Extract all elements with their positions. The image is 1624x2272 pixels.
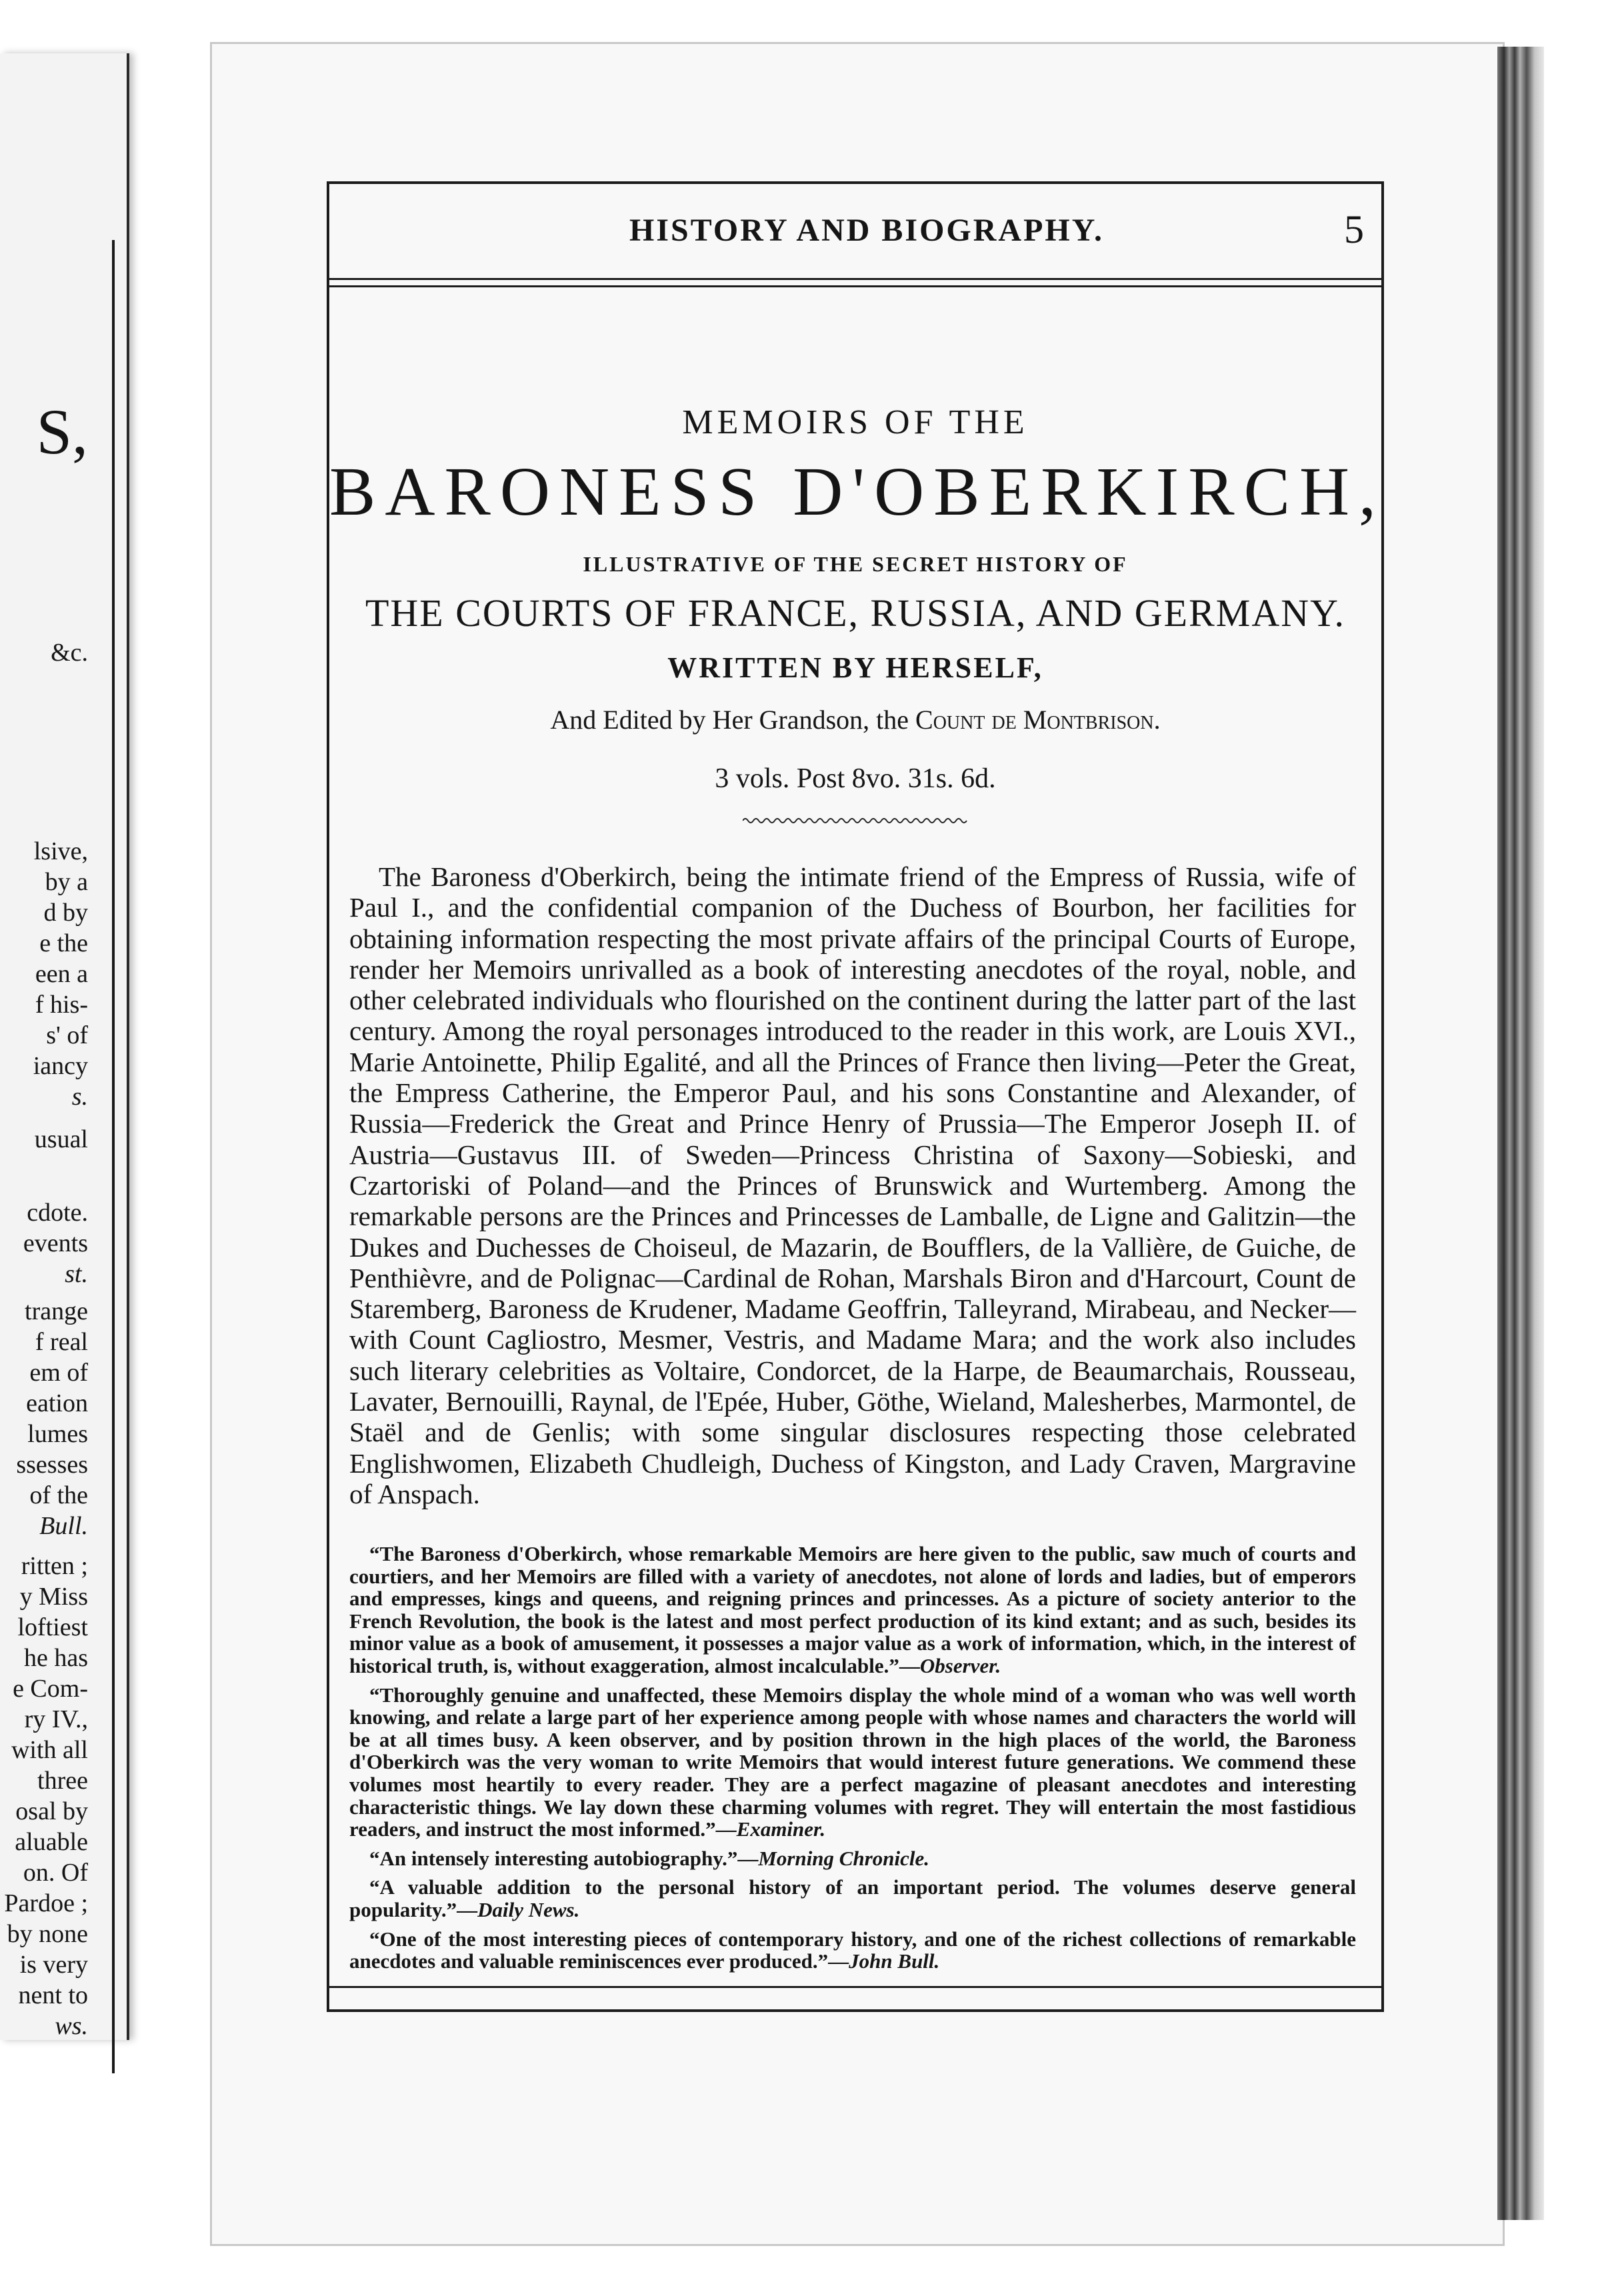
left-fragment: is very [19,1951,88,1979]
left-fragment: cdote. [27,1199,88,1227]
left-fragment: st. [65,1260,88,1288]
advertisement-frame [327,181,1384,2012]
left-fragment: s' of [46,1021,88,1049]
subtitle-illustrative: ILLUSTRATIVE OF THE SECRET HISTORY OF [583,552,1128,576]
left-fragment: iancy [33,1052,88,1080]
left-fragment: eation [26,1389,88,1417]
review-source: John Bull. [849,1949,940,1973]
left-fragment: osal by [15,1797,88,1825]
left-fragment: nent to [18,1981,88,2009]
review-observer [349,1543,1356,1677]
editor-name: Count de Montbrison. [915,705,1161,735]
left-fragment: f his- [35,991,88,1019]
review-text: “The Baroness d'Oberkirch, whose remarkable Memoirs are here given to the public, saw much of courts and courtiers, and her Memoirs are filled with a variety of anecdotes, not alone of lords and ladies, but of emperors and empresses, kings and queens, and reigning princes and princesses. As a picture of society anterior to the French Revolution, the book is the latest and most perfect production of its kind extant; and as such, besides its minor value as a book of amusement, it possesses a major value as a work of information, which, in the interest of historical truth, is, without exaggeration, almost incalculable.”— [349,1542,1356,1677]
book-title: BARONESS D'OBERKIRCH, [329,453,1386,530]
description-body [349,861,1356,1509]
review-daily-news [349,1876,1356,1921]
left-fragment: Pardoe ; [4,1889,88,1917]
section-title: HISTORY AND BIOGRAPHY. [629,213,1105,248]
left-fragment: e Com- [13,1675,88,1703]
left-fragment: ws. [55,2012,88,2040]
subtitle-courts: THE COURTS OF FRANCE, RUSSIA, AND GERMANY. [365,591,1346,635]
left-fragment: ssesses [16,1451,88,1479]
left-fragment: with all [11,1736,88,1764]
left-fragment: aluable [15,1828,88,1856]
left-fragment: loftiest [17,1613,88,1641]
review-text: “One of the most interesting pieces of contemporary history, and one of the richest collections of remarkable anecdotes and valuable reminiscences ever produced.”— [349,1927,1356,1973]
review-source: Observer. [919,1653,1001,1677]
review-examiner [349,1684,1356,1841]
left-fragment: on. Of [23,1859,88,1887]
review-john-bull [349,1928,1356,1973]
left-fragment: of the [29,1481,88,1509]
volume-price-line: 3 vols. Post 8vo. 31s. 6d. [715,763,996,794]
page-number: 5 [1344,207,1364,251]
review-morning-chronicle [349,1847,1356,1870]
review-text: “An intensely interesting autobiography.”— [369,1846,759,1870]
review-source: Examiner. [736,1817,826,1841]
left-fragment: een a [35,960,88,988]
left-fragment: he has [23,1644,88,1672]
left-page-strip [0,53,129,2040]
left-fragment: &c. [51,639,88,667]
left-fragment: e the [39,929,88,957]
left-fragment: f real [35,1328,88,1356]
review-source: Daily News. [477,1897,580,1921]
left-fragment: lsive, [33,837,88,865]
author-line: WRITTEN BY HERSELF, [667,651,1043,684]
left-fragment: ry IV., [24,1705,88,1733]
left-page-frame [0,240,115,2073]
page-edge-stack [1497,47,1544,2220]
left-fragment: by a [45,868,88,896]
wavy-rule-ornament [743,816,969,825]
description-paragraph: The Baroness d'Oberkirch, being the intimate friend of the Empress of Russia, wife of Paul I., and the confidential companion of the Duchess of Bourbon, her facilities for obtaining information respecting the most private affairs of the principal Courts of Europe, render her Memoirs unrivalled as a book of interesting anecdotes of the royal, noble, and other celebrated individuals who flourished on the continent during the latter part of the last century. Among the royal personages introduced to the reader in this work, are Louis XVI., Marie Antoinette, Philip Egalité, and all the Princes of France then living—Peter the Great, the Empress Catherine, the Emperor Paul, and his sons Constantine and Alexander, of Russia—Frederick the Great and Prince Henry of Prussia—The Emperor Joseph II. of Austria—Gustavus III. of Sweden—Princess Christina of Saxony—Sobieski, and Czartoriski of Poland—and the Princes of Brunswick and Wurtemberg. Among the remarkable persons are the Princes and Princesses de Lamballe, de Ligne and Galitzin—the Dukes and Duchesses de Choiseul, de Mazarin, de Boufflers, de la Vallière, de Guiche, de Penthièvre, and de Polignac—Cardinal de Rohan, Marshals Biron and d'Harcourt, Count de Staremberg, Baroness de Krudener, Madame Geoffrin, Talleyrand, Mirabeau, and Necker—with Count Cagliostro, Mesmer, Vestris, and Madame Mara; and the work also includes such literary celebrities as Voltaire, Condorcet, de la Harpe, de Beaumarchais, Rousseau, Lavater, Bernouilli, Raynal, de l'Epée, Huber, Göthe, Wieland, Malesherbes, Marmontel, de Staël and de Genlis; with some singular disclosures respecting those celebrated Englishwomen, Elizabeth Chudleigh, Duchess of Kingston, and Lady Craven, Margravine of Anspach. [349,861,1356,1509]
left-fragment: em of [29,1359,88,1387]
press-reviews [349,1543,1356,1979]
left-fragment: d by [43,899,88,927]
editor-prefix: And Edited by Her Grandson, the [550,705,916,735]
title-kicker: MEMOIRS OF THE [682,403,1029,441]
left-fragment: S, [36,396,88,467]
editor-line [329,704,1381,735]
running-header [329,184,1381,280]
left-fragment: three [37,1767,88,1795]
left-fragment: events [23,1229,88,1257]
left-fragment: usual [34,1125,88,1153]
review-source: Morning Chronicle. [758,1846,930,1870]
left-fragment: by none [7,1920,88,1948]
left-fragment: ritten ; [21,1552,88,1580]
left-fragment: y Miss [19,1583,88,1611]
left-fragment: Bull. [39,1512,88,1540]
left-fragment: s. [71,1083,88,1111]
review-text: “A valuable addition to the personal history of an important period. The volumes deserve general popularity.”— [349,1875,1356,1921]
review-text: “Thoroughly genuine and unaffected, these Memoirs display the whole mind of a woman who was well worth knowing, and relate a large part of her experience among people with whose names and characters the world will be at all times busy. A keen observer, and by position thrown in the high places of the world, the Baroness d'Oberkirch was the very woman to write Memoirs that would interest future generations. We commend these volumes most heartily to every reader. They are a perfect magazine of pleasant anecdotes and interesting characteristic things. We lay down these charming volumes with regret. They will entertain the most fastidious readers, and instruct the most informed.”— [349,1683,1356,1841]
left-fragment: lumes [27,1420,88,1448]
left-fragment: trange [25,1297,88,1325]
